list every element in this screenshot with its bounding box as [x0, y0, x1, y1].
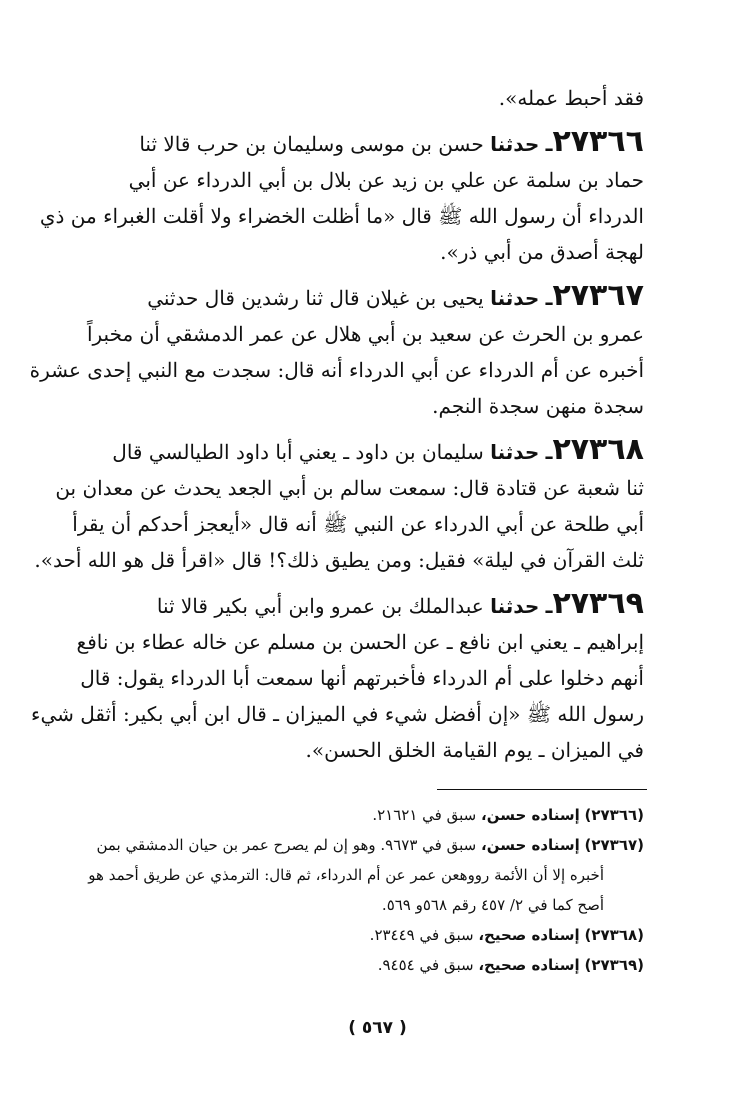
hadith-line: أنهم دخلوا على أم الدرداء فأخبرتهم أنها سمعت أبا الدرداء يقول: قال: [80, 666, 644, 690]
hadith-27366: [39, 124, 644, 270]
hadith-line: حماد بن سلمة عن علي بن زيد عن بلال بن أبي الدرداء عن أبي: [128, 168, 644, 192]
hadith-keyword: حدثنا: [490, 286, 540, 310]
footnote: [108, 920, 644, 950]
footnote-text: سبق في ٩٦٧٣. وهو إن لم يصرح عمر بن حيان الدمشقي بمن: [96, 836, 477, 854]
hadith-keyword: حدثنا: [490, 440, 540, 464]
footnote-ref: (٢٧٣٦٦): [584, 806, 644, 824]
hadith-dash: ـ: [545, 286, 553, 310]
hadith-first-line: [108, 124, 644, 162]
hadith-line: لهجة أصدق من أبي ذر».: [440, 240, 644, 264]
hadith-text: عبدالملك بن عمرو وابن أبي بكير قالا ثنا: [156, 594, 484, 618]
hadith-text: سليمان بن داود ـ يعني أبا داود الطيالسي قال: [112, 440, 484, 464]
footnote-ref: (٢٧٣٦٩): [584, 956, 644, 974]
page-number: ( ٥٦٧ ): [348, 1018, 407, 1038]
footnotes: [88, 800, 644, 980]
hadith-line: في الميزان ـ يوم القيامة الخلق الحسن».: [305, 738, 644, 762]
hadith-keyword: حدثنا: [490, 594, 540, 618]
main-text: [29, 80, 644, 768]
footnote: [108, 950, 644, 980]
hadith-27368: [34, 432, 644, 578]
hadith-line: ثلث القرآن في ليلة» فقيل: ومن يطيق ذلك؟! قال «اقرأ قل هو الله أحد».: [34, 548, 644, 572]
hadith-line: أخبره عن أم الدرداء عن أبي الدرداء أنه قال: سجدت مع النبي إحدى عشرة: [29, 358, 644, 382]
hadith-line: سجدة منهن سجدة النجم.: [432, 394, 644, 418]
footnote-divider: [437, 789, 647, 790]
footnote-text: سبق في ٢٣٤٤٩.: [369, 926, 474, 944]
intro-line: فقد أحبط عمله».: [498, 86, 644, 110]
hadith-27367: [29, 278, 644, 424]
hadith-number: ٢٧٣٦٨: [552, 432, 644, 467]
footnote-grade: إسناده صحيح،: [478, 956, 580, 974]
hadith-dash: ـ: [545, 594, 553, 618]
hadith-dash: ـ: [545, 440, 553, 464]
hadith-text: يحيى بن غيلان قال ثنا رشدين قال حدثني: [147, 286, 484, 310]
hadith-number: ٢٧٣٦٩: [552, 586, 644, 621]
footnote-text: سبق في ٩٤٥٤.: [377, 956, 474, 974]
hadith-first-line: [108, 586, 644, 624]
hadith-first-line: [108, 432, 644, 470]
hadith-number: ٢٧٣٦٧: [552, 278, 644, 313]
hadith-line: الدرداء أن رسول الله ﷺ قال «ما أظلت الخضراء ولا أقلت الغبراء من ذي: [39, 204, 644, 228]
footnote-grade: إسناده حسن،: [481, 836, 580, 854]
hadith-number: ٢٧٣٦٦: [552, 124, 644, 159]
footnote-continuation: أصح كما في ٢/ ٤٥٧ رقم ٥٦٨و ٥٦٩.: [381, 896, 604, 914]
footnote-grade: إسناده صحيح،: [478, 926, 580, 944]
footnote-ref: (٢٧٣٦٨): [584, 926, 644, 944]
footnote: [96, 830, 644, 860]
footnote: [108, 800, 644, 830]
hadith-first-line: [108, 278, 644, 316]
hadith-line: أبي طلحة عن أبي الدرداء عن النبي ﷺ أنه قال «أيعجز أحدكم أن يقرأ: [72, 512, 644, 536]
footnote-grade: إسناده حسن،: [481, 806, 580, 824]
hadith-keyword: حدثنا: [490, 132, 540, 156]
hadith-line: رسول الله ﷺ «إن أفضل شيء في الميزان ـ قال ابن أبي بكير: أثقل شيء: [31, 702, 644, 726]
hadith-text: حسن بن موسى وسليمان بن حرب قالا ثنا: [139, 132, 484, 156]
hadith-line: ثنا شعبة عن قتادة قال: سمعت سالم بن أبي الجعد يحدث عن معدان بن: [55, 476, 644, 500]
footnote-ref: (٢٧٣٦٧): [584, 836, 644, 854]
footnote-text: سبق في ٢١٦٢١.: [372, 806, 477, 824]
footnote-continuation: أخبره إلا أن الأئمة رووهعن عمر عن أم الدرداء، ثم قال: الترمذي عن طريق أحمد هو: [88, 866, 604, 884]
hadith-dash: ـ: [545, 132, 553, 156]
hadith-line: إبراهيم ـ يعني ابن نافع ـ عن الحسن بن مسلم عن خاله عطاء بن نافع: [76, 630, 644, 654]
hadith-27369: [31, 586, 644, 768]
hadith-line: عمرو بن الحرث عن سعيد بن أبي هلال عن عمر الدمشقي أن مخبراً: [86, 322, 644, 346]
